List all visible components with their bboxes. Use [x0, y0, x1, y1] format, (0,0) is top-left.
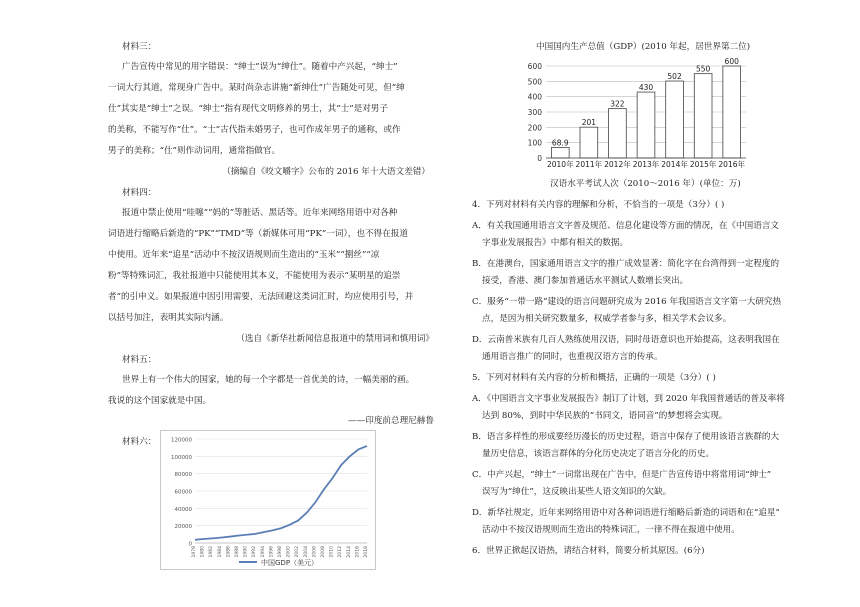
q5-option: C．中产兴起，“绅士”一词常出现在广告中，但是广告宣传语中将常用词“绅士”	[472, 470, 772, 480]
bar	[609, 109, 627, 158]
bar-y-tick-label: 300	[527, 108, 542, 117]
legend-label: 中国GDP（美元）	[261, 559, 319, 567]
q4-option: 字事业发展报告》中都有相关的数据。	[482, 238, 629, 248]
line-x-tick-label: 2004	[303, 546, 309, 558]
line-x-tick-label: 2008	[321, 546, 326, 558]
line-y-tick-label: 40000	[174, 506, 192, 513]
hsk-bar-chart	[512, 58, 752, 170]
q5-option: B．语言多样性的形成要经历漫长的历史过程，语言中保存了使用该语言族群的大	[472, 432, 780, 442]
material-4-line: 者”的引申义。如果报道中因引用需要，无法回避这类词汇时，均应使用引号，并	[108, 292, 414, 302]
question-4: 4．下列对材料有关内容的理解和分析，不恰当的一项是（3分）( )	[472, 200, 725, 210]
bar-y-tick-label: 0	[537, 154, 542, 163]
line-x-tick-label: 1998	[278, 546, 283, 558]
gdp-line-chart-svg	[161, 431, 375, 569]
bar-y-tick-label: 100	[527, 138, 542, 148]
bar	[551, 147, 569, 158]
line-y-tick-label: 100000	[171, 454, 192, 461]
bar	[666, 81, 684, 158]
line-y-tick-label: 0	[188, 541, 192, 548]
bar	[637, 92, 655, 158]
material-4-source: （选自《新华社新闻信息报道中的禁用词和慎用词》	[236, 334, 434, 344]
line-x-tick-label: 1978	[192, 546, 197, 558]
material-4-line: 词语进行缩略后新造的“PK”“TMD”等（新媒体可用“PK”一词），也不得在报道	[108, 229, 408, 239]
q4-option: 接受，香港、澳门参加普通话水平测试人数增长突出。	[482, 276, 689, 286]
bar-chart-title: 中国国内生产总值（GDP）(2010 年起，居世界第二位)	[536, 42, 751, 52]
bar-category-label: 2012年	[604, 160, 631, 169]
q4-option: C．服务“一带一路”建设的语言问题研究成为 2016 年我国语言文字第一大研究热	[472, 297, 782, 307]
bar-y-tick-label: 400	[527, 92, 542, 102]
material-3-line: 仕”其实是“绅士”之误。“绅士”指有现代文明修养的男士，其“士”是对男子	[108, 104, 388, 114]
line-x-tick-label: 1982	[209, 546, 215, 558]
question-6: 6．世界正掀起汉语热，请结合材料，简要分析其原因。(6分)	[472, 546, 705, 556]
bar-category-label: 2011年	[575, 160, 603, 169]
bar-value-label: 322	[610, 99, 625, 109]
material-4-line: 粉”等特殊词汇，我社报道中只能使用其本义，不能使用为表示“某明星的追崇	[108, 271, 401, 281]
material-3-line: 一词大行其道，常现身广告中。某时尚杂志讲施“新绅仕”广告随处可见，但“绅	[108, 83, 405, 93]
line-x-tick-label: 1990	[243, 546, 249, 558]
line-x-tick-label: 1980	[200, 546, 206, 558]
material-4-line: 报道中禁止使用“哇噻”“妈的”等脏话、黑话等。近年来网络用语中对各种	[122, 208, 398, 218]
line-x-tick-label: 2014	[346, 546, 352, 558]
material-5-line: 世界上有一个伟大的国家，她的每一个字都是一首优美的诗，一幅美丽的画。	[122, 375, 415, 385]
q5-option: 达到 80%，到时中华民族的“书同文，语同音”的梦想将会实现。	[482, 411, 728, 421]
q4-option: 通用语言推广的同时，也重视汉语方言的传承。	[482, 352, 663, 362]
material-5-line: 我说的这个国家就是中国。	[108, 396, 212, 406]
bar	[694, 74, 712, 158]
bar-category-label: 2015年	[689, 160, 717, 169]
q5-option: 活动中不按汉语规则而生造出的特殊词汇，一律不得在报道中使用。	[482, 525, 740, 535]
hsk-bar-chart-svg	[512, 58, 752, 170]
bar-y-tick-label: 600	[527, 62, 542, 71]
line-y-tick-label: 120000	[171, 437, 192, 444]
q4-option: D．云南普米族有几百人熟练使用汉语，同时母语意识也开始提高，这表明我国在	[472, 335, 780, 345]
line-y-tick-label: 20000	[174, 524, 192, 531]
bar-category-label: 2014年	[661, 160, 688, 169]
bar-y-tick-label: 200	[527, 123, 542, 133]
line-x-tick-label: 2002	[295, 546, 301, 558]
bar-value-label: 68.9	[551, 138, 569, 148]
line-x-tick-label: 2000	[286, 546, 292, 558]
material-3-source: （摘编自《咬文嚼字》公布的 2016 年十大语文差错）	[222, 167, 430, 177]
line-x-tick-label: 2010	[329, 546, 335, 558]
line-x-tick-label: 2006	[312, 546, 318, 558]
q5-option: D．新华社规定，近年来网络用语中对各种词语进行缩略后新造的词语和在“追星”	[472, 508, 780, 518]
material-3-title: 材料三：	[122, 42, 157, 52]
material-4-title: 材料四：	[122, 188, 157, 198]
q4-option: A．有关我国通用语言文字普及规范、信息化建设等方面的情况，在《中国语言文	[472, 221, 779, 231]
line-y-tick-label: 60000	[174, 489, 192, 496]
bar-category-label: 2016年	[718, 160, 746, 169]
line-x-tick-label: 2016	[355, 546, 361, 558]
material-3-line: 男子的美称；“仕”则作动词用，通常指做官。	[108, 146, 281, 156]
bar	[723, 66, 741, 158]
gdp-line-chart	[160, 430, 376, 570]
q4-option: 点，是因为相关研究数量多，权威学者参与多，相关学术会议多。	[482, 314, 732, 324]
bar-category-label: 2010年	[546, 160, 574, 169]
material-6-title: 材料六：	[122, 437, 157, 447]
q5-option: A．《中国语言文字事业发展报告》制订了计划，到 2020 年我国普通话的普及率将	[472, 394, 785, 404]
line-x-tick-label: 1994	[260, 546, 266, 558]
material-3-line: 的美称，不能写作“仕”。“士”古代指未婚男子，也可作成年男子的通称，或作	[108, 125, 401, 135]
line-x-tick-label: 1996	[269, 546, 275, 558]
material-4-line: 中使用。近年来“追星”活动中不按汉语规则而生造出的“玉米”“捌丝”“凉	[108, 250, 380, 260]
line-x-tick-label: 1992	[252, 546, 258, 558]
line-x-tick-label: 1984	[217, 546, 223, 558]
bar-value-label: 201	[581, 118, 597, 128]
question-5: 5．下列对材料有关内容的分析和概括，正确的一项是（3分）( )	[472, 373, 716, 383]
bar-chart-caption: 汉语水平考试人次（2010～2016 年）(单位：万)	[550, 179, 741, 189]
bar-value-label: 600	[724, 58, 739, 66]
line-x-tick-label: 2012	[338, 546, 344, 558]
bar-value-label: 550	[695, 64, 711, 74]
bar-y-tick-label: 500	[527, 77, 542, 87]
line-x-tick-label: 1986	[226, 546, 232, 558]
bar	[580, 127, 598, 158]
material-5-title: 材料五：	[122, 355, 157, 365]
material-4-line: 以括号加注，表明其实际内涵。	[108, 313, 229, 323]
bar-category-label: 2013年	[632, 160, 660, 169]
q4-option: B．在港澳台，国家通用语言文字的推广成效显著：简化字在台湾得到一定程度的	[472, 259, 780, 269]
bar-value-label: 502	[667, 72, 682, 82]
material-5-source: ——印度前总理尼赫鲁	[348, 416, 434, 426]
q5-option: 量历史信息，该语言群体的分化历史决定了语言分化的历史。	[482, 449, 715, 459]
bar-value-label: 430	[638, 83, 654, 93]
q5-option: 误写为“绅仕”，这反映出某些人语文知识的欠缺。	[482, 487, 672, 497]
line-y-tick-label: 80000	[174, 472, 192, 479]
line-x-tick-label: 2018	[364, 546, 369, 558]
line-x-tick-label: 1988	[235, 546, 240, 558]
material-3-line: 广告宣传中常见的用字错误：“绅士”误为“绅仕”。随着中产兴起，“绅士”	[122, 62, 398, 72]
